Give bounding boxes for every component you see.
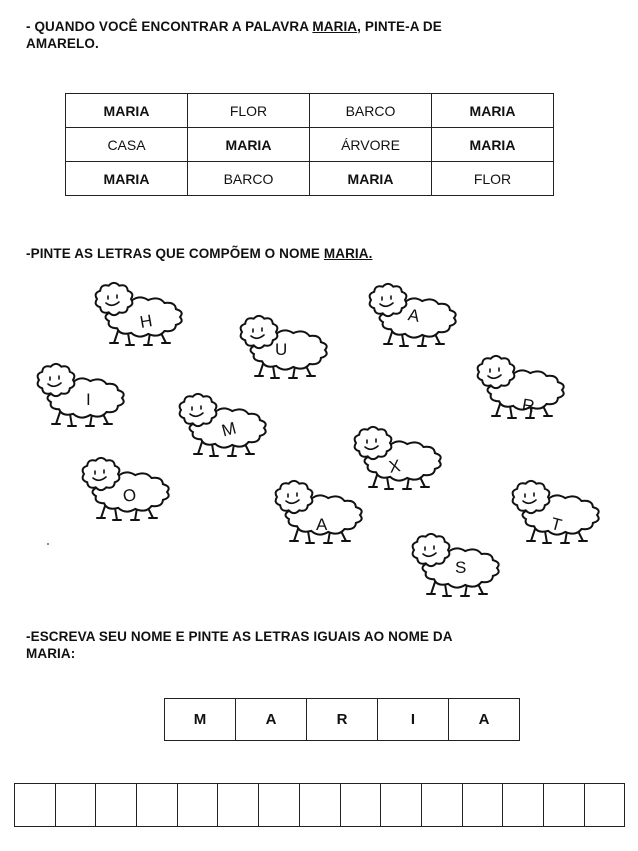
name-boxes — [164, 698, 520, 741]
write-letter-box[interactable] — [56, 784, 97, 826]
write-letter-box[interactable] — [15, 784, 56, 826]
write-letter-box[interactable] — [544, 784, 585, 826]
name-letter-box[interactable]: A — [236, 699, 307, 740]
instruction-3 — [26, 628, 453, 662]
sheep-letter: O — [121, 485, 138, 507]
sheep-letter: S — [455, 558, 467, 577]
instruction-1-line2: AMARELO. — [26, 36, 99, 51]
sheep-letter: T — [548, 513, 564, 536]
sheep-4[interactable] — [30, 358, 130, 433]
stray-dot — [47, 543, 49, 545]
table-row — [66, 162, 554, 196]
write-letter-box[interactable] — [341, 784, 382, 826]
instruction-2-keyword: MARIA. — [323, 246, 373, 261]
table-cell[interactable]: MARIA — [310, 162, 432, 196]
sheep-9[interactable] — [268, 475, 368, 550]
table-cell[interactable]: FLOR — [432, 162, 554, 196]
table-cell[interactable]: MARIA — [188, 128, 310, 162]
sheep-letter: A — [406, 305, 421, 326]
write-letter-box[interactable] — [218, 784, 259, 826]
write-letter-box[interactable] — [137, 784, 178, 826]
table-cell[interactable]: MARIA — [66, 94, 188, 128]
write-letter-box[interactable] — [422, 784, 463, 826]
write-letter-box[interactable] — [259, 784, 300, 826]
sheep-drawing — [268, 475, 368, 550]
instruction-2-text: -PINTE AS LETRAS QUE COMPÕEM O NOME — [26, 246, 324, 261]
sheep-11[interactable] — [405, 528, 505, 603]
instruction-1-keyword: MARIA — [312, 19, 358, 34]
write-letter-box[interactable] — [300, 784, 341, 826]
table-cell[interactable]: BARCO — [310, 94, 432, 128]
table-cell[interactable]: MARIA — [432, 94, 554, 128]
sheep-letter: A — [316, 515, 328, 534]
table-cell[interactable]: FLOR — [188, 94, 310, 128]
write-letter-box[interactable] — [381, 784, 422, 826]
write-letter-box[interactable] — [463, 784, 504, 826]
name-letter-box[interactable]: R — [307, 699, 378, 740]
sheep-10[interactable] — [505, 475, 605, 550]
sheep-letter: M — [219, 418, 239, 441]
write-letter-box[interactable] — [585, 784, 625, 826]
sheep-letter: U — [275, 340, 288, 359]
instruction-1-text-end: , PINTE-A DE — [357, 19, 442, 34]
word-table — [65, 93, 554, 196]
write-letter-box[interactable] — [96, 784, 137, 826]
sheep-letter: X — [387, 456, 402, 477]
instruction-3-line1: -ESCREVA SEU NOME E PINTE AS LETRAS IGUAIS AO NOME DA — [26, 629, 453, 644]
sheep-6[interactable] — [172, 388, 272, 463]
table-cell[interactable]: CASA — [66, 128, 188, 162]
instruction-1-text: - QUANDO VOCÊ ENCONTRAR A PALAVRA — [26, 19, 313, 34]
sheep-letter: R — [520, 395, 536, 416]
sheep-3[interactable] — [233, 310, 333, 385]
sheep-drawing — [30, 358, 130, 433]
sheep-8[interactable] — [75, 452, 175, 527]
write-name-boxes — [14, 783, 625, 827]
sheep-drawing — [505, 475, 605, 550]
sheep-5[interactable] — [470, 350, 570, 425]
table-cell[interactable]: ÁRVORE — [310, 128, 432, 162]
table-row — [66, 94, 554, 128]
instruction-3-line2: MARIA: — [26, 646, 76, 661]
sheep-letter: I — [86, 390, 91, 409]
write-letter-box[interactable] — [178, 784, 219, 826]
table-cell[interactable]: MARIA — [432, 128, 554, 162]
sheep-1[interactable] — [88, 277, 188, 352]
table-row — [66, 128, 554, 162]
table-cell[interactable]: BARCO — [188, 162, 310, 196]
table-cell[interactable]: MARIA — [66, 162, 188, 196]
name-letter-box[interactable]: A — [478, 711, 490, 728]
instruction-2 — [26, 245, 372, 262]
name-letter-box[interactable]: M — [165, 699, 236, 740]
instruction-1 — [26, 18, 442, 52]
sheep-letter: H — [138, 311, 154, 332]
sheep-2[interactable] — [362, 278, 462, 353]
write-letter-box[interactable] — [503, 784, 544, 826]
name-letter-box[interactable]: I — [378, 699, 449, 740]
